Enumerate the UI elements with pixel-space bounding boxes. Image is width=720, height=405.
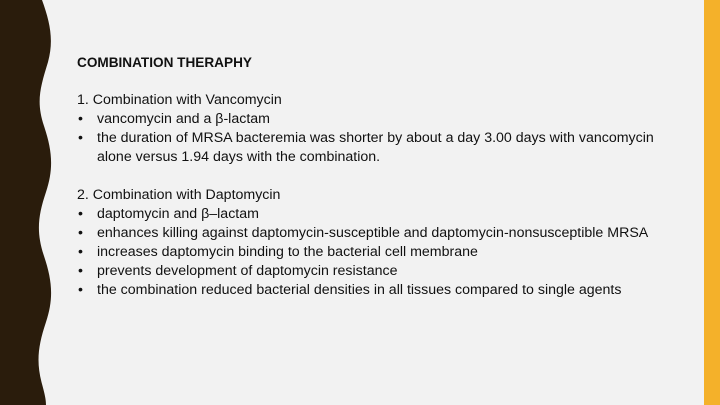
bullet-text: prevents development of daptomycin resistance xyxy=(97,263,398,279)
list-item xyxy=(77,262,687,281)
right-accent-bar xyxy=(704,0,720,405)
list-item xyxy=(77,224,687,243)
bullet-dot: • xyxy=(78,263,83,279)
bullet-dot: • xyxy=(78,111,83,127)
list-item xyxy=(77,129,687,167)
bullet-text: enhances killing against daptomycin-susceptible and daptomycin-nonsusceptible MRSA xyxy=(97,225,649,241)
bullet-dot: • xyxy=(78,244,83,260)
bullet-text: daptomycin and β–lactam xyxy=(97,206,259,222)
list-item xyxy=(77,110,687,129)
section-heading-daptomycin: 2. Combination with Daptomycin xyxy=(77,187,281,203)
slide-title: COMBINATION THERAPHY xyxy=(77,55,252,70)
slide-content xyxy=(77,53,687,300)
bullet-list-vancomycin xyxy=(77,110,687,167)
bullet-text: vancomycin and a β-lactam xyxy=(97,111,270,127)
bullet-text: the duration of MRSA bacteremia was shorter by about a day 3.00 days with vancomycin alone versus 1.94 days with the combination. xyxy=(97,130,654,165)
bullet-dot: • xyxy=(78,206,83,222)
list-item xyxy=(77,205,687,224)
bullet-dot: • xyxy=(78,130,83,146)
wavy-band-shape xyxy=(0,0,51,405)
list-item xyxy=(77,281,687,300)
list-item xyxy=(77,243,687,262)
section-heading-vancomycin: 1. Combination with Vancomycin xyxy=(77,92,282,108)
bullet-text: increases daptomycin binding to the bacterial cell membrane xyxy=(97,244,478,260)
wavy-left-band xyxy=(0,0,60,405)
bullet-dot: • xyxy=(78,282,83,298)
section-spacer xyxy=(77,167,687,186)
bullet-list-daptomycin xyxy=(77,205,687,300)
bullet-text: the combination reduced bacterial densities in all tissues compared to single agents xyxy=(97,282,622,298)
bullet-dot: • xyxy=(78,225,83,241)
